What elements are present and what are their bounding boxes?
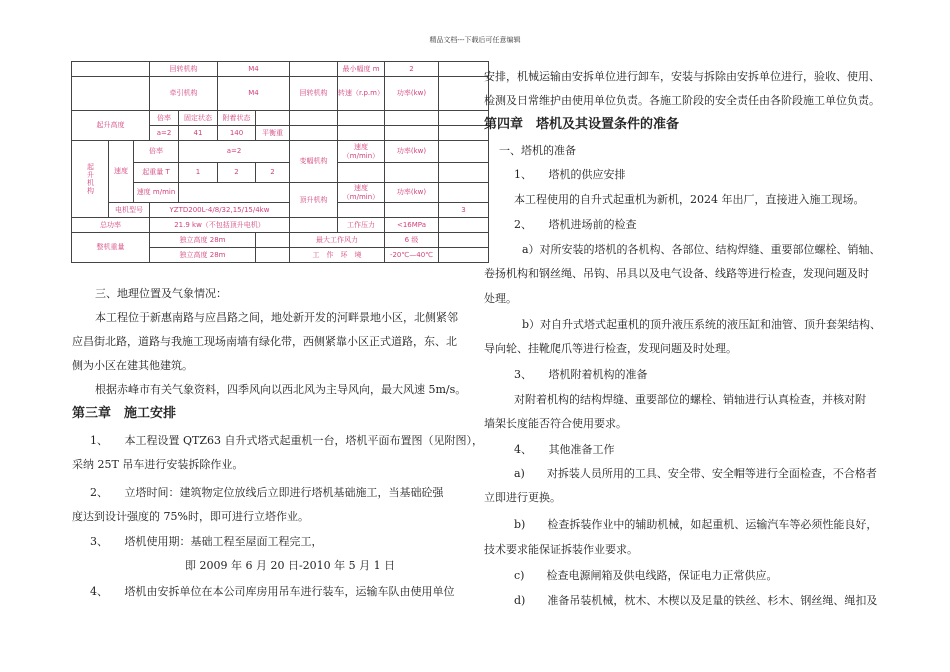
tower-crane-spec-table bbox=[71, 61, 489, 263]
table-cell: 牵引机构 bbox=[150, 77, 218, 111]
paragraph-line: 卷扬机构和钢丝绳、吊钩、吊具以及电气设备、线路等进行检查，发现问题及时 bbox=[484, 267, 869, 280]
table-cell: 倍率 bbox=[134, 141, 179, 163]
table-cell: 1 bbox=[179, 163, 218, 183]
table-cell: 起重量 T bbox=[134, 163, 179, 183]
table-row bbox=[72, 163, 489, 183]
paragraph-line: 处理。 bbox=[484, 292, 517, 305]
table-cell: 2 bbox=[385, 62, 439, 77]
table-cell: 总功率 bbox=[72, 218, 150, 233]
table-row bbox=[72, 183, 489, 203]
table-cell: 独立高度 28m bbox=[150, 248, 256, 263]
paragraph-line: a) 对拆装人员所用的工具、安全带、安全帽等进行全面检查，不合格者 bbox=[514, 467, 877, 480]
table-cell: 电机型号 bbox=[109, 203, 150, 218]
table-row bbox=[72, 62, 489, 77]
table-cell: -20℃—40℃ bbox=[385, 248, 439, 263]
table-cell: 最大工作风力 bbox=[290, 233, 385, 248]
section-heading: 三、地理位置及气象情况： bbox=[95, 287, 227, 300]
table-cell: a=2 bbox=[179, 141, 290, 163]
table-cell: 变幅机构 bbox=[290, 141, 338, 183]
paragraph-line: 3、 塔机附着机构的准备 bbox=[514, 368, 648, 381]
table-cell: 2 bbox=[256, 163, 290, 183]
paragraph-line: 侧为小区在建其他建筑。 bbox=[72, 359, 193, 372]
table-cell: 回转机构 bbox=[150, 62, 218, 77]
paragraph-line: 度达到设计强度的 75%时，即可进行立塔作业。 bbox=[72, 510, 309, 523]
paragraph-line: 根据赤峰市有关气象资料，四季风向以西北风为主导风向，最大风速 5m/s。 bbox=[95, 383, 467, 396]
table-cell: <16MPa bbox=[385, 218, 439, 233]
table-cell: 速度（m/min） bbox=[338, 141, 385, 163]
table-cell: 最小幅度 m bbox=[338, 62, 385, 77]
paragraph-line: 本工程使用的自升式起重机为新机，2024 年出厂，直接进入施工现场。 bbox=[514, 193, 865, 206]
table-cell: 固定状态 bbox=[179, 111, 218, 126]
paragraph-line: 4、 其他准备工作 bbox=[514, 443, 615, 456]
table-cell: 21.9 kw（不包括顶升电机） bbox=[150, 218, 290, 233]
table-cell: 功率(kw) bbox=[385, 77, 439, 111]
table-cell: 整机重量 bbox=[72, 233, 150, 263]
table-cell: YZTD200L-4/8/32,15/15/4kw bbox=[150, 203, 290, 218]
table-row bbox=[72, 203, 489, 218]
paragraph-line: 安排，机械运输由安拆单位进行卸车，安装与拆除由安拆单位进行，验收、使用、 bbox=[484, 70, 880, 83]
table-cell: 转速（r.p.m） bbox=[338, 77, 385, 111]
paragraph-line: 检测及日常维护由使用单位负责。各施工阶段的安全责任由各阶段施工单位负责。 bbox=[484, 94, 880, 107]
table-row bbox=[72, 77, 489, 111]
table-cell: 速度（m/min） bbox=[338, 183, 385, 203]
chapter-heading: 第三章 施工安排 bbox=[72, 406, 177, 421]
paragraph-line: 技术要求能保证拆装作业要求。 bbox=[484, 543, 638, 556]
table-cell: 工作压力 bbox=[338, 218, 385, 233]
table-cell: 功率(kw) bbox=[385, 141, 439, 163]
paragraph-line: 对附着机构的结构焊缝、重要部位的螺栓、销轴进行认真检查，并核对附 bbox=[514, 393, 866, 406]
table-cell: a=2 bbox=[150, 126, 179, 141]
table-cell: M4 bbox=[218, 77, 290, 111]
table-cell: 附着状态 bbox=[218, 111, 256, 126]
table-row bbox=[72, 141, 489, 163]
paragraph-line: a）对所安装的塔机的各机构、各部位、结构焊缝、重要部位螺栓、销轴、 bbox=[522, 243, 881, 256]
table-cell: 功率(kw) bbox=[385, 183, 439, 203]
paragraph-line: b) 检查拆装作业中的辅助机械，如起重机、运输汽车等必须性能良好， bbox=[514, 518, 878, 531]
paragraph-line: 4、 塔机由安拆单位在本公司库房用吊车进行装车，运输车队由使用单位 bbox=[90, 585, 455, 598]
table-cell: M4 bbox=[218, 62, 290, 77]
paragraph-line: 2、 立塔时间：建筑物定位放线后立即进行塔机基础施工，当基础砼强 bbox=[90, 486, 444, 499]
paragraph-line: 3、 塔机使用期：基础工程至屋面工程完工， bbox=[90, 535, 323, 548]
table-row bbox=[72, 218, 489, 233]
table-cell: 顶升机构 bbox=[290, 183, 338, 218]
table-cell: 平衡重 bbox=[256, 126, 290, 141]
table-cell: 2 bbox=[218, 163, 256, 183]
table-row bbox=[72, 233, 489, 248]
chapter-heading: 第四章 塔机及其设置条件的准备 bbox=[484, 117, 680, 132]
paragraph-line: 1、 塔机的供应安排 bbox=[514, 168, 626, 181]
page-header-note: 精品文档---下载后可任意编辑 bbox=[429, 36, 521, 44]
table-cell: 3 bbox=[439, 203, 489, 218]
table-row bbox=[72, 111, 489, 126]
paragraph-line: 2、 塔机进场前的检查 bbox=[514, 218, 637, 231]
table-cell: 起升机构 bbox=[72, 141, 109, 218]
paragraph-line: 即 2009 年 6 月 20 日-2010 年 5 月 1 日 bbox=[185, 559, 396, 572]
paragraph-line: 墙架长度能否符合使用要求。 bbox=[484, 417, 627, 430]
paragraph-line: 应昌街北路，道路与我施工现场南墙有绿化带，西侧紧靠小区正式道路，东、北 bbox=[72, 335, 457, 348]
table-cell: 工 作 环 境 bbox=[290, 248, 385, 263]
paragraph-line: d) 准备吊装机械，枕木、木楔以及足量的铁丝、杉木、钢丝绳、绳扣及 bbox=[514, 594, 878, 607]
table-cell: 140 bbox=[218, 126, 256, 141]
paragraph-line: 1、 本工程设置 QTZ63 自升式塔式起重机一台，塔机平面布置图（见附图）， bbox=[90, 434, 483, 447]
table-cell: 起升高度 bbox=[72, 111, 150, 141]
paragraph-line: 本工程位于新惠南路与应昌路之间，地处新开发的河畔景地小区，北侧紧邻 bbox=[95, 311, 458, 324]
table-cell: 6 级 bbox=[385, 233, 439, 248]
section-heading: 一、塔机的准备 bbox=[499, 144, 576, 157]
paragraph-line: 立即进行更换。 bbox=[484, 491, 561, 504]
table-cell: 回转机构 bbox=[290, 77, 338, 111]
table-cell: 速度 m/min bbox=[134, 183, 179, 203]
table-cell: 倍率 bbox=[150, 111, 179, 126]
table-cell: 速度 bbox=[109, 141, 134, 203]
paragraph-line: c) 检查电源闸箱及供电线路，保证电力正常供应。 bbox=[514, 569, 778, 582]
table-cell: 独立高度 28m bbox=[150, 233, 256, 248]
paragraph-line: b）对自升式塔式起重机的顶升液压系统的液压缸和油管、顶升套架结构、 bbox=[522, 318, 882, 331]
table-cell: 41 bbox=[179, 126, 218, 141]
paragraph-line: 采纳 25T 吊车进行安装拆除作业。 bbox=[72, 458, 244, 471]
paragraph-line: 导向轮、挂靴爬爪等进行检查，发现问题及时处理。 bbox=[484, 342, 737, 355]
